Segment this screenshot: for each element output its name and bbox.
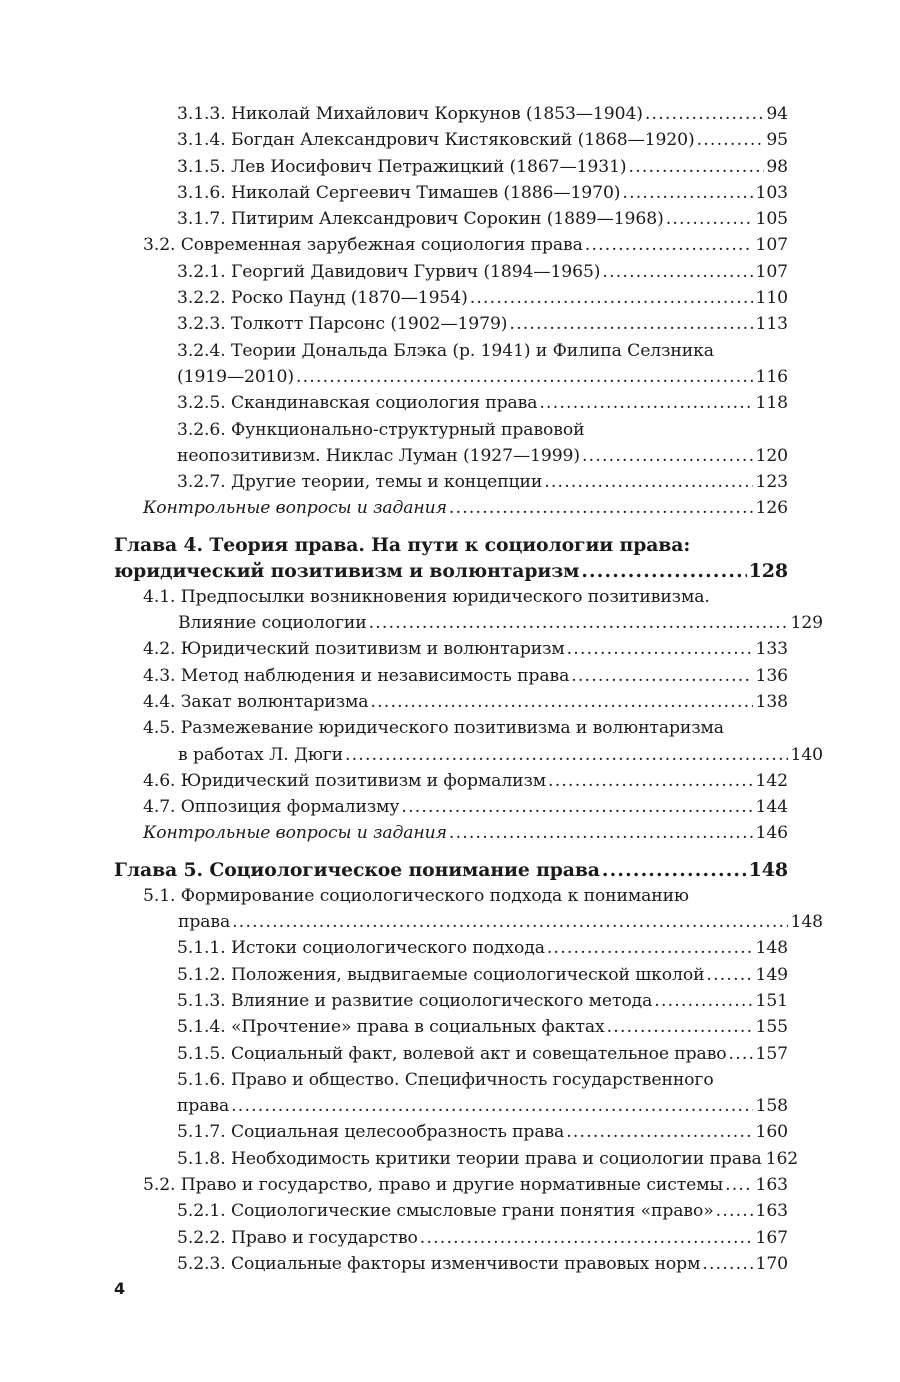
leader-dots [566, 1119, 753, 1145]
toc-entry-title: 3.2. Современная зарубежная социология права [143, 235, 583, 256]
toc-entry [114, 768, 788, 794]
toc-page-number: 167 [755, 1227, 788, 1248]
toc-entry-title: 3.2.6. Функционально-структурный правовой [177, 419, 585, 440]
toc-entry-title: 5.1.3. Влияние и развитие социологического метода [177, 990, 653, 1011]
toc-entry-title: 3.1.7. Питирим Александрович Сорокин (1889—1968) [177, 209, 664, 230]
toc-entry [114, 311, 788, 337]
toc-entry-title: 5.1.5. Социальный факт, волевой акт и совещательное право [177, 1043, 727, 1064]
toc-entry-title: 5.1.2. Положения, выдвигаемые социологической школой [177, 964, 705, 985]
toc-entry [114, 417, 788, 470]
toc-entry-title: права [177, 1096, 230, 1117]
toc-page-number: 149 [755, 964, 788, 985]
leader-dots [654, 988, 753, 1014]
leader-dots [666, 206, 754, 232]
leader-dots [345, 742, 789, 768]
toc-entry [114, 1251, 788, 1277]
toc-entry-title: 5.1.7. Социальная целесообразность права [177, 1122, 565, 1143]
toc-entry-title: 3.2.2. Роско Паунд (1870—1954) [177, 288, 468, 309]
toc-entry [114, 180, 788, 206]
leader-dots [725, 1172, 753, 1198]
toc-entry [114, 1198, 788, 1224]
table-of-contents [114, 101, 823, 1277]
leader-dots [420, 1225, 754, 1251]
toc-entry [114, 206, 788, 232]
toc-entry [114, 663, 788, 689]
toc-entry-title: 4.6. Юридический позитивизм и формализм [143, 770, 547, 791]
toc-page-number: 138 [755, 691, 788, 712]
toc-entry-title: 3.2.1. Георгий Давидович Гурвич (1894—1965) [177, 261, 601, 282]
toc-entry [114, 1041, 788, 1067]
toc-entry-title: Контрольные вопросы и задания [143, 823, 447, 844]
toc-page-number: 155 [755, 1017, 788, 1038]
toc-entry [114, 883, 823, 936]
leader-dots [697, 127, 765, 153]
leader-dots [729, 1041, 754, 1067]
toc-entry-title: 5.2.2. Право и государство [177, 1227, 418, 1248]
toc-entry-title: в работах Л. Дюги [178, 744, 343, 765]
toc-entry [114, 338, 788, 391]
leader-dots [548, 768, 753, 794]
toc-entry-title: Влияние социологии [178, 613, 367, 634]
leader-dots [585, 232, 754, 258]
leader-dots [509, 311, 753, 337]
toc-page-number: 140 [790, 744, 823, 765]
toc-entry [114, 469, 788, 495]
toc-chapter [114, 532, 788, 584]
toc-entry [114, 101, 788, 127]
toc-page-number: 148 [748, 858, 788, 881]
toc-page-number: 148 [790, 912, 823, 933]
toc-page-number: 144 [755, 797, 788, 818]
leader-dots [567, 636, 754, 662]
toc-entry-title: права [178, 912, 231, 933]
toc-entry [114, 1119, 788, 1145]
toc-page-number: 120 [755, 445, 788, 466]
toc-page-number: 170 [755, 1253, 788, 1274]
toc-entry [114, 390, 788, 416]
toc-entry-title: 4.2. Юридический позитивизм и волюнтаризм [143, 639, 565, 660]
toc-page-number: 105 [755, 209, 788, 230]
leader-dots [602, 259, 753, 285]
toc-entry-title: 5.1.6. Право и общество. Специфичность государственного [177, 1069, 714, 1090]
toc-entry [114, 1172, 788, 1198]
leader-dots [449, 495, 754, 521]
toc-entry [114, 154, 788, 180]
toc-page-number: 148 [755, 938, 788, 959]
leader-dots [602, 857, 747, 883]
toc-entry-title: 3.1.3. Николай Михайлович Коркунов (1853—1904) [177, 104, 643, 124]
leader-dots [571, 663, 753, 689]
toc-entry [114, 820, 788, 846]
leader-dots [369, 610, 789, 636]
leader-dots [645, 101, 764, 127]
leader-dots [716, 1198, 754, 1224]
toc-entry-title: Глава 4. Теория права. На пути к социологии права: [114, 533, 691, 556]
toc-entry-title: 4.3. Метод наблюдения и независимость права [143, 665, 570, 686]
toc-entry [114, 259, 788, 285]
toc-entry-title: 4.5. Размежевание юридического позитивизма и волюнтаризма [143, 718, 724, 739]
leader-dots [622, 180, 753, 206]
toc-entry [114, 794, 788, 820]
toc-page-number: 103 [755, 182, 788, 203]
toc-page-number: 116 [755, 366, 788, 387]
toc-page-number: 107 [755, 235, 788, 256]
leader-dots [231, 1093, 753, 1119]
leader-dots [607, 1014, 754, 1040]
toc-entry-title: 3.1.4. Богдан Александрович Кистяковский (1868—1920) [177, 130, 695, 151]
toc-page-number: 118 [755, 393, 788, 414]
toc-entry [114, 1225, 788, 1251]
toc-entry-title: 3.2.5. Скандинавская социология права [177, 393, 538, 414]
toc-page-number: 128 [748, 559, 788, 582]
leader-dots [547, 935, 754, 961]
toc-entry-title: 5.2.3. Социальные факторы изменчивости правовых норм [177, 1253, 701, 1274]
toc-page-number: 110 [755, 288, 788, 309]
toc-entry-title: 3.2.4. Теории Дональда Блэка (р. 1941) и Филипа Селзника [177, 340, 714, 361]
toc-entry-title: 5.1.1. Истоки социологического подхода [177, 938, 545, 959]
toc-page-number: 133 [755, 639, 788, 660]
toc-entry [114, 715, 823, 768]
toc-entry [114, 689, 788, 715]
toc-entry [114, 1067, 788, 1120]
toc-entry [114, 285, 788, 311]
toc-page-number: 162 [765, 1148, 799, 1169]
leader-dots [370, 689, 753, 715]
toc-entry [114, 584, 823, 637]
toc-entry [114, 962, 788, 988]
page-number: 4 [114, 1279, 126, 1298]
leader-dots [296, 364, 754, 390]
toc-entry [114, 495, 788, 521]
toc-entry [114, 935, 788, 961]
toc-entry [114, 1014, 788, 1040]
leader-dots [449, 820, 754, 846]
toc-entry-title: 5.2.1. Социологические смысловые грани понятия «право» [177, 1201, 714, 1222]
toc-page-number: 146 [755, 823, 788, 844]
toc-entry [114, 636, 788, 662]
toc-entry-title: 3.2.3. Толкотт Парсонс (1902—1979) [177, 314, 508, 335]
toc-page-number: 95 [766, 130, 788, 151]
toc-page-number: 107 [755, 261, 788, 282]
leader-dots [581, 558, 746, 584]
toc-page-number: 129 [790, 613, 823, 634]
leader-dots [470, 285, 754, 311]
toc-entry-title: 5.1.4. «Прочтение» права в социальных фактах [177, 1017, 605, 1038]
leader-dots [582, 443, 753, 469]
toc-page-number: 98 [766, 156, 788, 177]
toc-page-number: 142 [755, 770, 788, 791]
toc-entry [114, 1146, 799, 1172]
toc-page-number: 136 [755, 665, 788, 686]
leader-dots [706, 962, 753, 988]
toc-page-number: 94 [766, 104, 788, 124]
toc-entry-title: юридический позитивизм и волюнтаризм [114, 559, 580, 582]
toc-entry-title: 3.1.6. Николай Сергеевич Тимашев (1886—1970) [177, 182, 621, 203]
toc-entry-title: 3.1.5. Лев Иосифович Петражицкий (1867—1931) [177, 156, 627, 177]
leader-dots [539, 390, 753, 416]
toc-entry-title: неопозитивизм. Никлас Луман (1927—1999) [177, 445, 580, 466]
leader-dots [629, 154, 765, 180]
toc-page-number: 163 [755, 1174, 788, 1195]
toc-page-number: 151 [755, 990, 788, 1011]
toc-page-number: 113 [755, 314, 788, 335]
toc-page-number: 163 [755, 1201, 788, 1222]
toc-entry-title: 5.2. Право и государство, право и другие нормативные системы [143, 1174, 724, 1195]
toc-entry-title: (1919—2010) [177, 366, 294, 387]
toc-page-number: 123 [755, 472, 788, 493]
toc-entry-title: Глава 5. Социологическое понимание права [114, 858, 600, 881]
toc-page-number: 158 [755, 1096, 788, 1117]
toc-entry-title: 4.1. Предпосылки возникновения юридического позитивизма. [143, 586, 710, 607]
leader-dots [401, 794, 753, 820]
toc-entry-title: 4.7. Оппозиция формализму [143, 797, 400, 818]
toc-entry-title: 3.2.7. Другие теории, темы и концепции [177, 472, 543, 493]
toc-entry-title: 5.1.8. Необходимость критики теории права и социологии права [177, 1148, 762, 1169]
toc-chapter [114, 857, 788, 883]
leader-dots [702, 1251, 753, 1277]
leader-dots [544, 469, 753, 495]
toc-entry-title: Контрольные вопросы и задания [143, 498, 447, 519]
toc-page-number: 157 [755, 1043, 788, 1064]
toc-entry [114, 988, 788, 1014]
toc-page-number: 126 [755, 498, 788, 519]
toc-page-number: 160 [755, 1122, 788, 1143]
toc-entry [114, 127, 788, 153]
toc-entry-title: 4.4. Закат волюнтаризма [143, 691, 369, 712]
toc-entry-title: 5.1. Формирование социологического подхода к пониманию [143, 885, 689, 906]
toc-entry [114, 232, 788, 258]
leader-dots [232, 909, 788, 935]
